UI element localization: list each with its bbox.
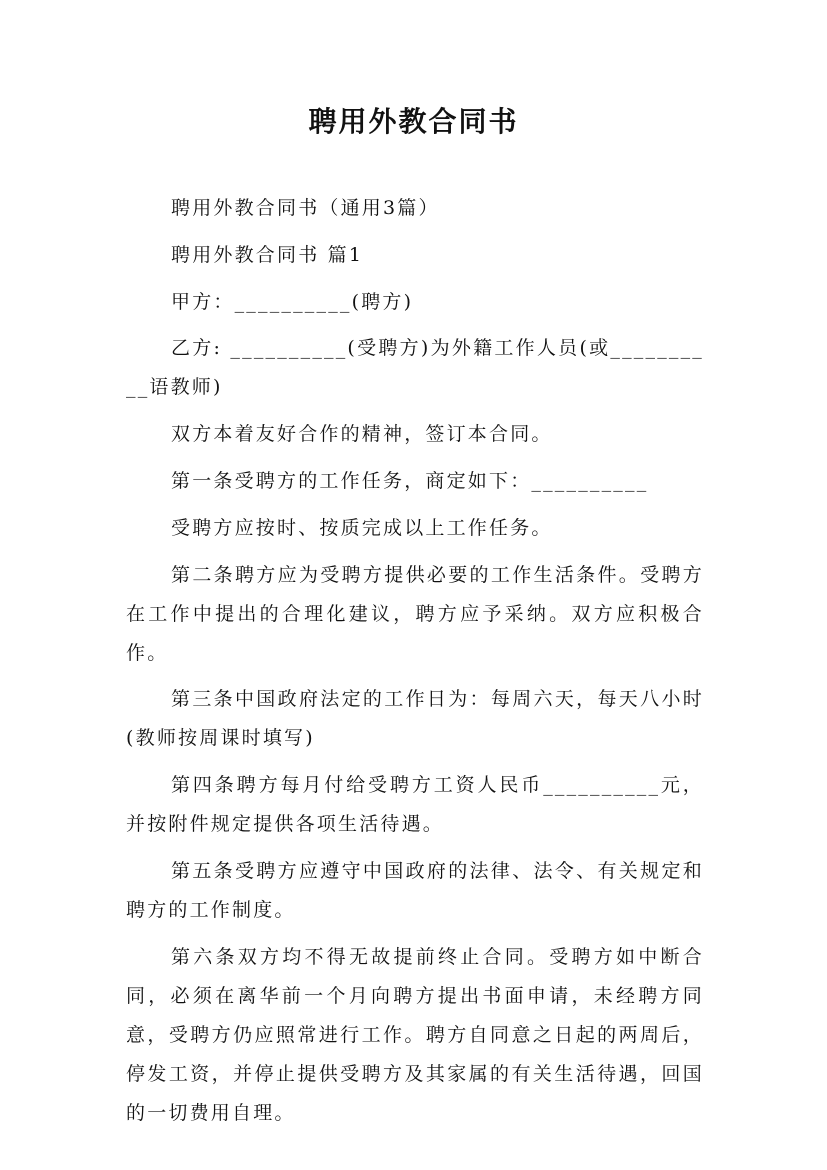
party-b-line: 乙方: __________(受聘方)为外籍工作人员(或__________语教师) xyxy=(126,337,704,399)
party-a-line: 甲方：__________(聘方) xyxy=(171,290,414,313)
article-4: 第四条聘方每月付给受聘方工资人民币__________元，并按附件规定提供各项生活待遇。 xyxy=(126,774,704,836)
article-3: 第三条中国政府法定的工作日为：每周六天，每天八小时(教师按周课时填写) xyxy=(126,688,704,750)
intro-paragraph: 双方本着友好合作的精神，签订本合同。 xyxy=(171,423,553,446)
article-1: 第一条受聘方的工作任务，商定如下：__________ xyxy=(171,469,649,492)
section-heading: 聘用外教合同书 篇1 xyxy=(171,243,364,266)
article-2: 第二条聘方应为受聘方提供必要的工作生活条件。受聘方在工作中提出的合理化建议，聘方应予采纳。双方应积极合作。 xyxy=(126,563,704,664)
document-body xyxy=(126,189,704,1141)
document-title: 聘用外教合同书 xyxy=(308,105,519,138)
subtitle-paragraph: 聘用外教合同书（通用3篇） xyxy=(171,197,440,219)
article-1-note: 受聘方应按时、按质完成以上工作任务。 xyxy=(171,516,553,539)
article-5: 第五条受聘方应遵守中国政府的法律、法令、有关规定和聘方的工作制度。 xyxy=(126,859,704,921)
article-6: 第六条双方均不得无故提前终止合同。受聘方如中断合同，必须在离华前一个月向聘方提出书面申请，未经聘方同意，受聘方仍应照常进行工作。聘方自同意之日起的两周后，停发工资，并停止提供受聘方及其家属的有关生活待遇，回国的一切费用自理。 xyxy=(126,945,704,1124)
